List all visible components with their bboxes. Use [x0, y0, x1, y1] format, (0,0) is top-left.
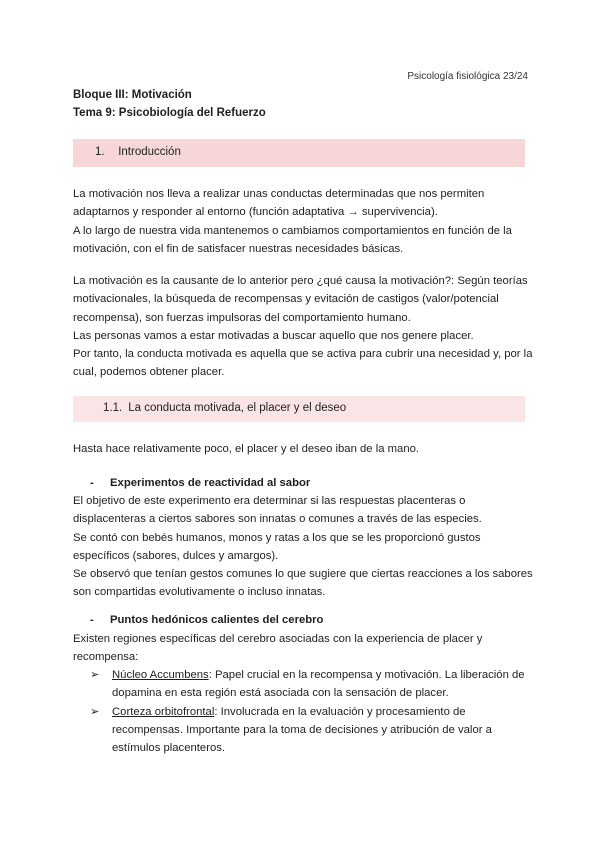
- list-item-nucleo-accumbens: [90, 666, 530, 703]
- term-description: : Papel crucial en la recompensa y motivación. La liberación de: [208, 669, 525, 681]
- text-line: estímulos placenteros.: [112, 742, 226, 755]
- section-title: Introducción: [118, 146, 181, 158]
- intro-paragraph-1: [73, 185, 528, 258]
- intro-paragraph-2: [73, 272, 533, 382]
- text-line: son compartidas evolutivamente o incluso innatas.: [73, 586, 326, 599]
- text-line: displacenteras a ciertos sabores son innatas o comunes a través de las especies.: [73, 513, 482, 526]
- section-number: 1.: [95, 146, 105, 158]
- text-line: motivación, con el fin de satisfacer nuestras necesidades básicas.: [73, 242, 404, 255]
- text-line: Se observó que tenían gestos comunes lo que sugiere que ciertas reacciones a los sabores: [73, 568, 533, 581]
- puntos-hedonicos-paragraph: [73, 630, 528, 667]
- arrow-bullet-icon: ➢: [90, 669, 100, 681]
- text-line: recompensas. Importante para la toma de decisiones y atribución de valor a: [112, 723, 492, 736]
- section-title: La conducta motivada, el placer y el deseo: [128, 402, 347, 414]
- subheading-reactividad-sabor: [90, 477, 310, 489]
- text-line: Existen regiones específicas del cerebro asociadas con la experiencia de placer y: [73, 633, 483, 645]
- list-item-corteza-orbitofrontal: [90, 703, 530, 758]
- text-line: recompensa), son fuerzas impulsoras del comportamiento humano.: [73, 311, 411, 324]
- text-line: específicos (sabores, dulces y amargos).: [73, 549, 279, 562]
- text-line: cual, podemos obtener placer.: [73, 366, 225, 379]
- topic-title: Tema 9: Psicobiología del Refuerzo: [73, 107, 266, 119]
- text-line: La motivación nos lleva a realizar unas conductas determinadas que nos permiten: [73, 188, 485, 200]
- term-corteza-orbitofrontal: Corteza orbitofrontal: [112, 705, 215, 718]
- text-line: El objetivo de este experimento era determinar si las respuestas placenteras o: [73, 495, 466, 507]
- brain-regions-list: [90, 666, 530, 757]
- section-heading-conducta-motivada: [73, 396, 525, 422]
- section-number: 1.1.: [103, 402, 123, 414]
- text-line: Las personas vamos a estar motivadas a buscar aquello que nos genere placer.: [73, 329, 474, 342]
- term-nucleo-accumbens: Núcleo Accumbens: [112, 669, 209, 681]
- paragraph-hasta: [73, 440, 528, 458]
- arrow-bullet-icon: ➢: [90, 705, 100, 718]
- text-line: motivacionales, la búsqueda de recompensas y evitación de castigos (valor/potencial: [73, 293, 499, 306]
- course-header: Psicología fisiológica 23/24: [407, 71, 528, 82]
- text-line: recompensa:: [73, 651, 139, 664]
- term-description: : Involucrada en la evaluación y procesamiento de: [214, 705, 466, 718]
- text-line: Se contó con bebés humanos, monos y ratas a los que se les proporcionó gustos: [73, 531, 481, 544]
- block-title: Bloque III: Motivación: [73, 89, 192, 101]
- document-titles: [73, 86, 266, 122]
- subheading-title: Experimentos de reactividad al sabor: [110, 477, 311, 489]
- text-line: Por tanto, la conducta motivada es aquella que se activa para cubrir una necesidad y, por la: [73, 348, 533, 361]
- text-line: dopamina en esta región está asociada con la sensación de placer.: [112, 687, 449, 700]
- text-line: La motivación es la causante de lo anterior pero ¿qué causa la motivación?: Según teorías: [73, 275, 528, 287]
- reactividad-paragraph: [73, 492, 533, 602]
- text-line: adaptarnos y responder al entorno (función adaptativa → supervivencia).: [73, 206, 438, 219]
- text-line: A lo largo de nuestra vida mantenemos o cambiamos comportamientos en función de la: [73, 224, 512, 237]
- section-heading-introduccion: [73, 139, 525, 167]
- text-line: Hasta hace relativamente poco, el placer y el deseo iban de la mano.: [73, 443, 420, 455]
- subheading-title: Puntos hedónicos calientes del cerebro: [110, 614, 324, 626]
- dash-marker: -: [90, 477, 94, 489]
- dash-marker: -: [90, 614, 94, 626]
- subheading-puntos-hedonicos: [90, 614, 323, 626]
